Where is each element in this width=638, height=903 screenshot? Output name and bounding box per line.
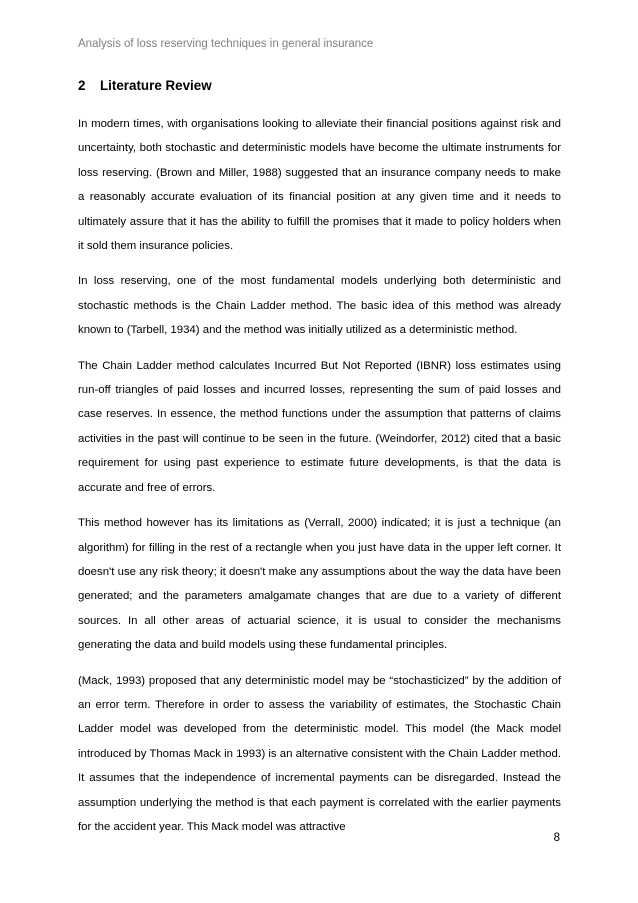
paragraph: In loss reserving, one of the most fundamental models underlying both deterministic and stochastic methods is the Chain Ladder method. The basic idea of this method was already known to (Tarbell, 1934) and the method was initially utilized as a deterministic method. bbox=[78, 275, 561, 337]
page-number: 8 bbox=[553, 832, 560, 844]
section-number: 2 bbox=[78, 78, 86, 93]
body-text bbox=[78, 112, 561, 850]
section-heading bbox=[78, 78, 212, 93]
paragraph: The Chain Ladder method calculates Incurred But Not Reported (IBNR) loss estimates using run-off triangles of paid losses and incurred losses, representing the sum of paid losses and case reserves. In essence, the method functions under the assumption that patterns of claims activities in the past will continue to be seen in the future. (Weindorfer, 2012) cited that a basic requirement for using past experience to estimate future developments, is that the data is accurate and free of errors. bbox=[78, 359, 561, 494]
paragraph: In modern times, with organisations looking to alleviate their financial positions against risk and uncertainty, both stochastic and deterministic models have become the ultimate instruments for loss reserving. (Brown and Miller, 1988) suggested that an insurance company needs to make a reasonably accurate evaluation of its financial position at any given time and it needs to ultimately assure that it has the ability to fulfill the promises that it made to policy holders when it sold them insurance policies. bbox=[78, 118, 561, 253]
paragraph: (Mack, 1993) proposed that any deterministic model may be “stochasticized” by the addition of an error term. Therefore in order to assess the variability of estimates, the Stochastic Chain Ladder model was developed from the deterministic model. This model (the Mack model introduced by Thomas Mack in 1993) is an alternative consistent with the Chain Ladder method. It assumes that the independence of incremental payments can be disregarded. Instead the assumption underlying the method is that each payment is correlated with the earlier payments for the accident year. This Mack model was attractive bbox=[78, 674, 561, 833]
running-header: Analysis of loss reserving techniques in general insurance bbox=[78, 38, 374, 50]
section-title: Literature Review bbox=[100, 78, 212, 93]
paragraph: This method however has its limitations as (Verrall, 2000) indicated; it is just a technique (an algorithm) for filling in the rest of a rectangle when you just have data in the upper left corner. It doesn't use any risk theory; it doesn't make any assumptions about the way the data have been generated; and the parameters amalgamate changes that are due to a variety of different sources. In all other areas of actuarial science, it is usual to consider the mechanisms generating the data and build models using these fundamental principles. bbox=[78, 517, 561, 652]
